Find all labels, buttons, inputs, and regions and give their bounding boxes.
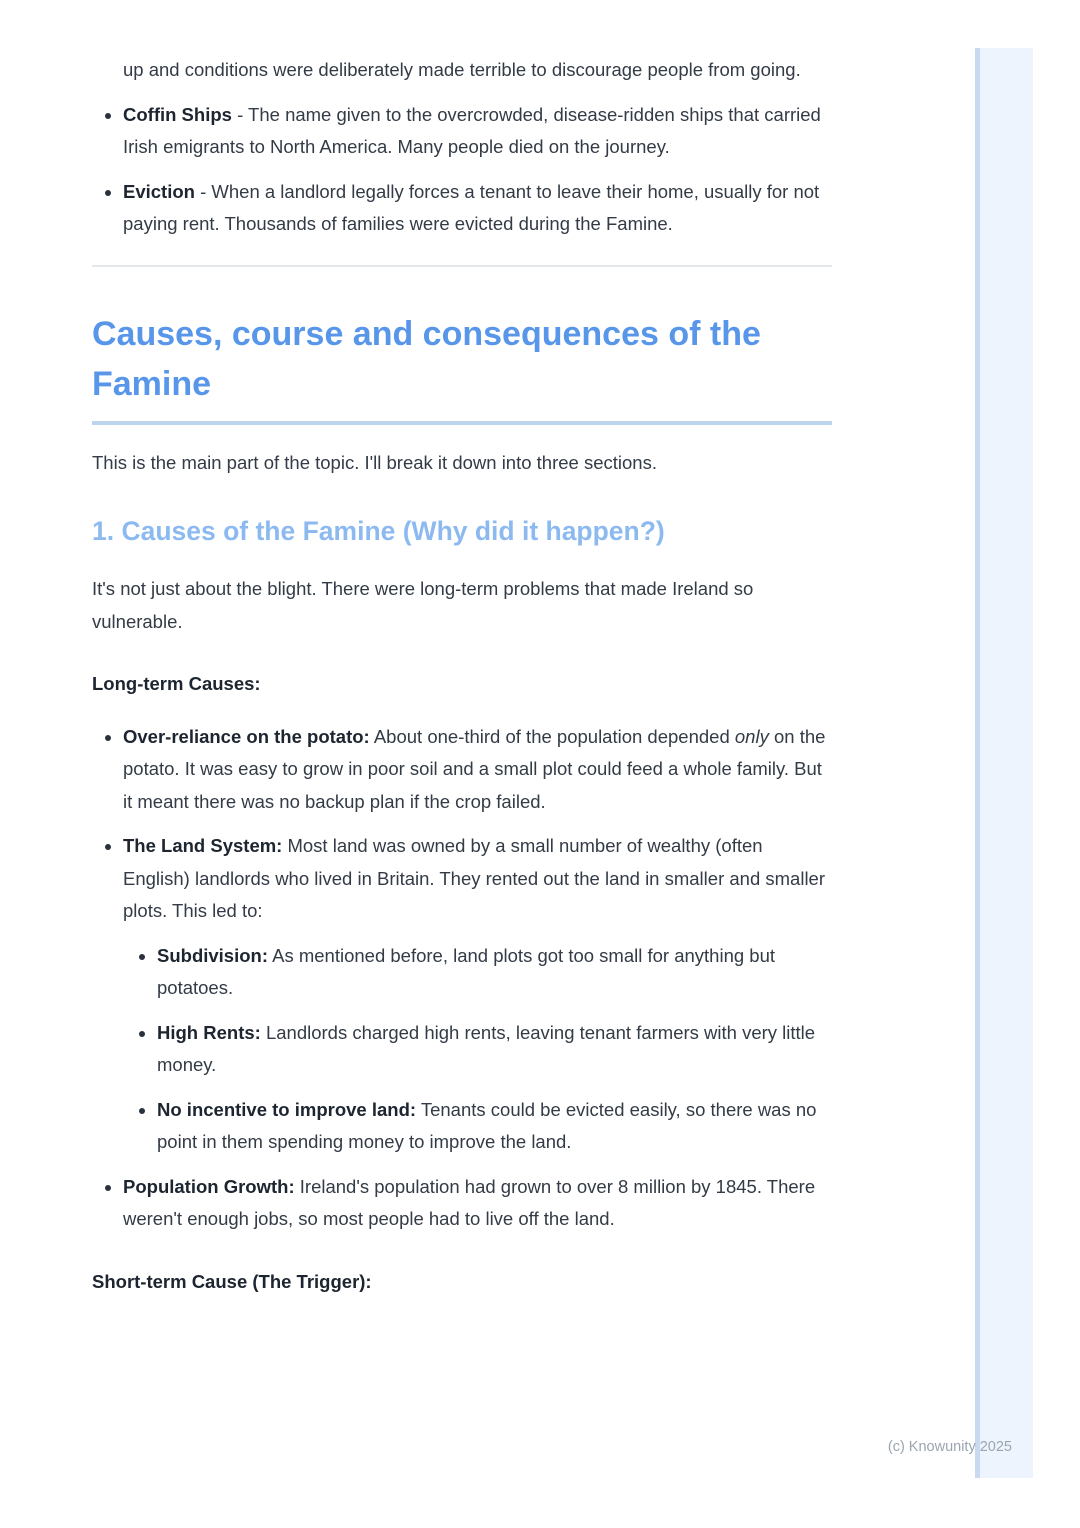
list-item <box>157 1017 832 1082</box>
term-label: High Rents: <box>157 1021 261 1043</box>
italic-word: only <box>734 725 769 747</box>
cause-text: Tenants could be evicted easily, so there was no point in them spending money to improve the land. <box>157 1098 817 1152</box>
cause-text: Ireland's population had grown to over 8 million by 1845. There weren't enough jobs, so most people had to live off the land. <box>123 1175 816 1229</box>
page-title: Causes, course and consequences of the Famine <box>92 309 832 425</box>
list-item <box>123 99 832 164</box>
term-definition: - The name given to the overcrowded, disease-ridden ships that carried Irish emigrants to North America. Many people died on the journey. <box>123 103 821 157</box>
long-term-causes-label: Long-term Causes: <box>92 673 261 694</box>
section-divider <box>92 265 832 267</box>
list-item <box>157 940 832 1005</box>
cause-text: As mentioned before, land plots got too small for anything but potatoes. <box>157 944 776 998</box>
term-label: The Land System: <box>123 835 283 856</box>
list-item <box>123 176 832 241</box>
term-label: Population Growth: <box>123 1175 295 1197</box>
list-item <box>123 721 832 819</box>
list-continuation-text: up and conditions were deliberately made terrible to discourage people from going. <box>123 59 801 80</box>
term-label: Subdivision: <box>157 944 268 966</box>
term-definition: - When a landlord legally forces a tenant to leave their home, usually for not paying rent. Thousands of families were evicted during the Famine. <box>123 180 820 234</box>
term-label: Coffin Ships <box>123 103 232 125</box>
term-label: Eviction <box>123 180 195 202</box>
term-label: No incentive to improve land: <box>157 1098 417 1120</box>
list-item <box>123 830 832 1159</box>
document-content <box>92 54 832 1298</box>
cause-text: About one-third of the population depended <box>373 725 730 747</box>
cause-text: Most land was owned by a small number of wealthy (often English) landlords who lived in Britain. They rented out the land in smaller and smaller plots. This led to: <box>123 835 825 921</box>
short-term-cause-label: Short-term Cause (The Trigger): <box>92 1270 372 1292</box>
cause-text: Landlords charged high rents, leaving tenant farmers with very little money. <box>157 1021 816 1075</box>
term-label: Over-reliance on the potato: <box>123 725 370 747</box>
glossary-list <box>92 99 832 241</box>
section-1-heading: 1. Causes of the Famine (Why did it happen?) <box>92 516 665 546</box>
copyright-footer: (c) Knowunity 2025 <box>887 1439 1012 1455</box>
causes-list <box>92 721 832 1236</box>
sub-causes-list <box>123 940 832 1159</box>
main-intro-text: This is the main part of the topic. I'll break it down into three sections. <box>92 451 657 473</box>
scrollbar-track[interactable] <box>975 48 1033 1478</box>
list-item <box>123 1171 832 1236</box>
list-item <box>157 1094 832 1159</box>
section-1-intro: It's not just about the blight. There were long-term problems that made Ireland so vulnerable. <box>92 578 754 632</box>
cause-text: on the potato. It was easy to grow in poor soil and a small plot could feed a whole family. But it meant there was no backup plan if the crop failed. <box>123 725 826 812</box>
